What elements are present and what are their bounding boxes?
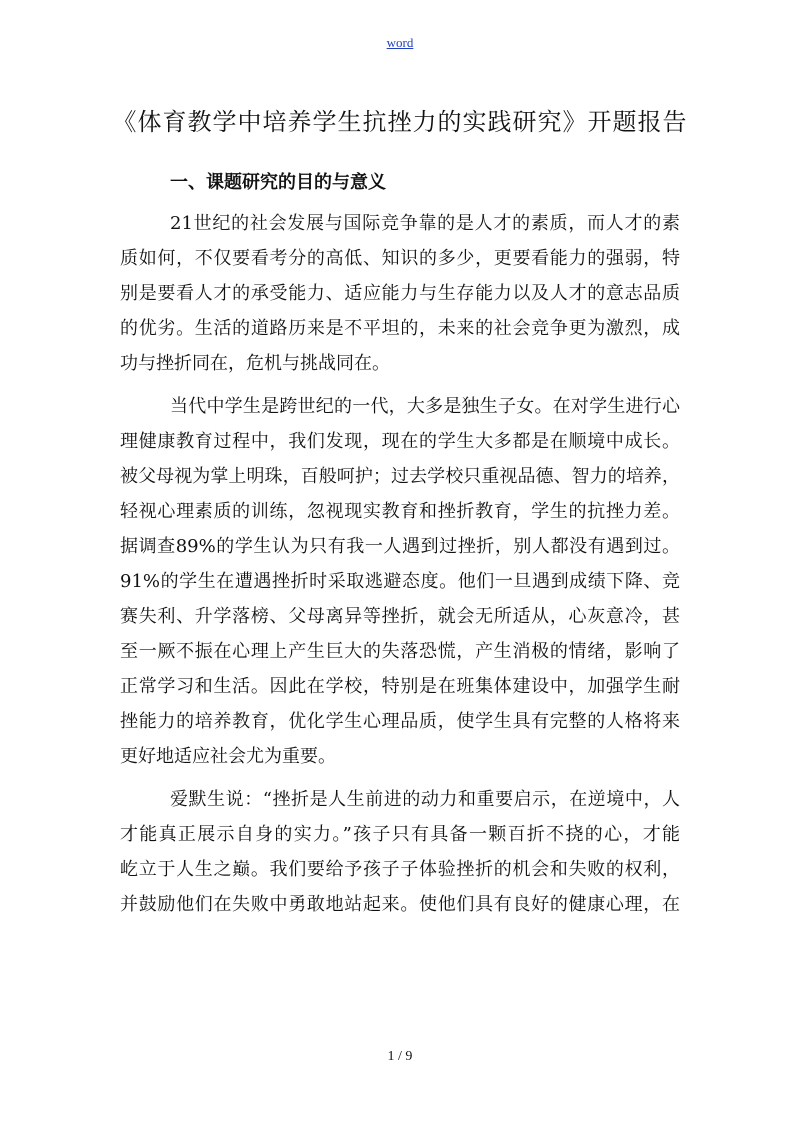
paragraph-line: 并鼓励他们在失败中勇敢地站起来。使他们具有良好的健康心理，在: [120, 894, 680, 915]
paragraph-line: 理健康教育过程中，我们发现，现在的学生大多都是在顺境中成长。: [120, 431, 680, 452]
paragraph-line: 轻视心理素质的训练，忽视现实教育和挫折教育，学生的抗挫力差。: [120, 501, 680, 522]
paragraph-2: [120, 389, 680, 774]
paragraph-line: 别是要看人才的承受能力、适应能力与生存能力以及人才的意志品质: [120, 283, 680, 304]
paragraph-3: [120, 782, 680, 922]
paragraph-line: 正常学习和生活。因此在学校，特别是在班集体建设中，加强学生耐: [120, 676, 680, 697]
paragraph-line: 功与挫折同在，危机与挑战同在。: [120, 353, 390, 374]
body-text: [120, 206, 680, 930]
paragraph-line: 爱默生说：“挫折是人生前进的动力和重要启示，在逆境中，人: [170, 789, 680, 810]
paragraph-line: 质如何，不仅要看考分的高低、知识的多少，更要看能力的强弱，特: [120, 248, 680, 269]
header-word-link[interactable]: word: [386, 35, 414, 50]
paragraph-line: 赛失利、升学落榜、父母离异等挫折，就会无所适从，心灰意冷，甚: [120, 606, 680, 627]
paragraph-line: 至一厥不振在心理上产生巨大的失落恐慌，产生消极的情绪，影响了: [120, 641, 680, 662]
paragraph-line: 挫能力的培养教育，优化学生心理品质，使学生具有完整的人格将来: [120, 711, 680, 732]
paragraph-line: 当代中学生是跨世纪的一代，大多是独生子女。在对学生进行心: [170, 396, 680, 417]
paragraph-line: 被父母视为掌上明珠，百般呵护；过去学校只重视品德、智力的培养，: [120, 466, 680, 487]
paragraph-line: 的优劣。生活的道路历来是不平坦的，未来的社会竞争更为激烈，成: [120, 318, 680, 339]
paragraph-1: [120, 206, 680, 381]
page-number: 1 / 9: [387, 1049, 413, 1064]
paragraph-line: 屹立于人生之巅。我们要给予孩子子体验挫折的机会和失败的权利，: [120, 859, 680, 880]
document-title: 《体育教学中培养学生抗挫力的实践研究》开题报告: [112, 108, 688, 136]
paragraph-line: 21世纪的社会发展与国际竞争靠的是人才的素质，而人才的素: [170, 213, 680, 234]
section-heading: 一、课题研究的目的与意义: [170, 172, 386, 193]
paragraph-line: 更好地适应社会尤为重要。: [120, 746, 336, 767]
paragraph-line: 91%的学生在遭遇挫折时采取逃避态度。他们一旦遇到成绩下降、竞: [120, 571, 680, 592]
paragraph-line: 据调查89%的学生认为只有我一人遇到过挫折，别人都没有遇到过。: [120, 536, 680, 557]
paragraph-line: 才能真正展示自身的实力。”孩子只有具备一颗百折不挠的心，才能: [120, 824, 680, 845]
